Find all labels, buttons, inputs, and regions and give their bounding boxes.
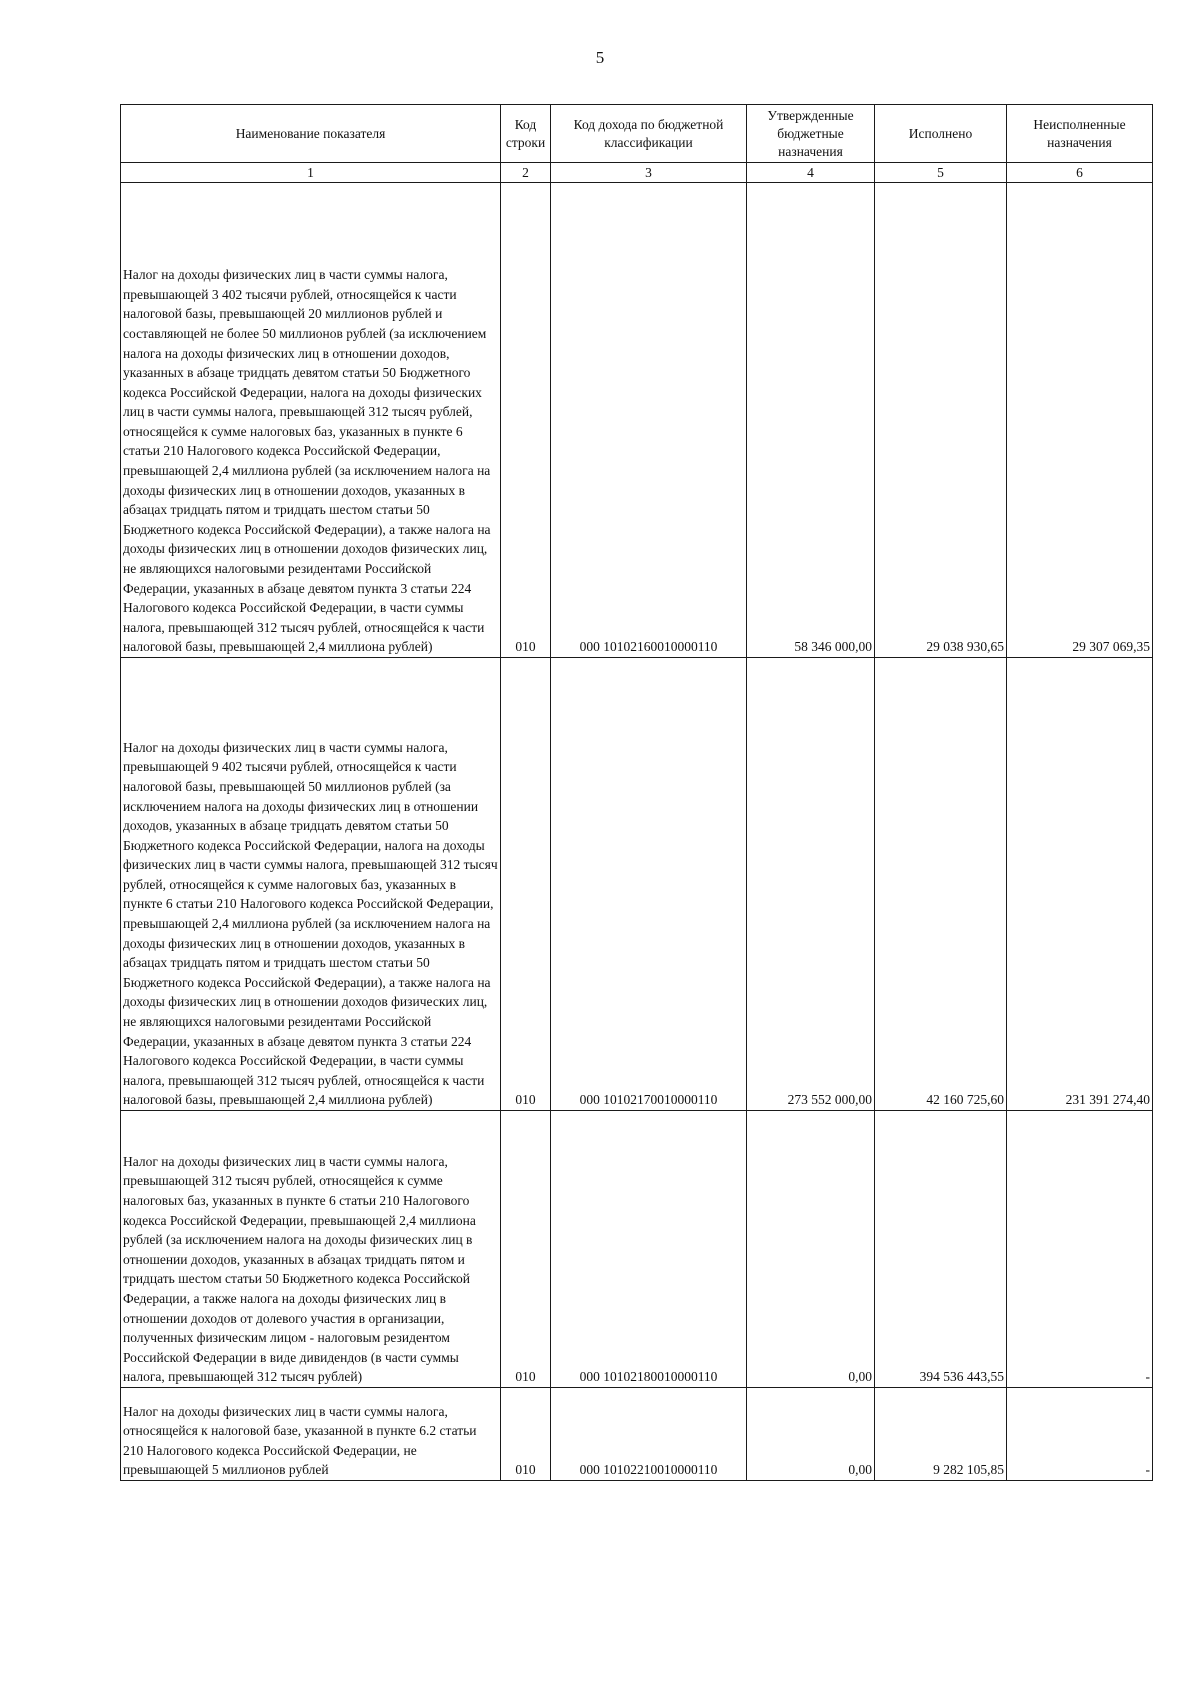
unexecuted-amount: - [1007, 1388, 1153, 1481]
header-indicator-name: Наименование показателя [121, 105, 501, 163]
table-row [121, 658, 1153, 1111]
budget-code: 000 10102160010000110 [551, 183, 747, 658]
header-executed: Исполнено [875, 105, 1007, 163]
header-line-code: Код строки [501, 105, 551, 163]
indicator-name: Налог на доходы физических лиц в части суммы налога, превышающей 312 тысяч рублей, относящейся к сумме налоговых баз, указанных в пункте 6 статьи 210 Налогового кодекса Российской Федерации, превышающей 2,4 миллиона рублей (за исключением налога на доходы физических лиц в отношении доходов, указанных в абзацах тридцать пятом и тридцать шестом статьи 50 Бюджетного кодекса Российской Федерации, а также налога на доходы физических лиц в отношении доходов от долевого участия в организации, полученных физическим лицом - налоговым резидентом Российской Федерации в виде дивидендов (в части суммы налога, превышающей 312 тысяч рублей) [121, 1111, 501, 1388]
header-unexecuted: Неисполненные назначения [1007, 105, 1153, 163]
approved-amount: 273 552 000,00 [747, 658, 875, 1111]
column-number: 6 [1007, 163, 1153, 183]
indicator-name: Налог на доходы физических лиц в части суммы налога, превышающей 9 402 тысячи рублей, относящейся к части налоговой базы, превышающей 50 миллионов рублей (за исключением налога на доходы физических лиц в отношении доходов, указанных в абзаце тридцать девятом статьи 50 Бюджетного кодекса Российской Федерации, налога на доходы физических лиц в части суммы налога, превышающей 312 тысяч рублей, относящейся к сумме налоговых баз, указанных в пункте 6 статьи 210 Налогового кодекса Российской Федерации, превышающей 2,4 миллиона рублей (за исключением налога на доходы физических лиц в отношении доходов, указанных в абзацах тридцать пятом и тридцать шестом статьи 50 Бюджетного кодекса Российской Федерации), а также налога на доходы физических лиц в отношении доходов физических лиц, не являющихся налоговыми резидентами Российской Федерации, указанных в абзаце девятом пункта 3 статьи 224 Налогового кодекса Российской Федерации, в части суммы налога, превышающей 312 тысяч рублей, относящейся к части налоговой базы, превышающей 2,4 миллиона рублей) [121, 658, 501, 1111]
indicator-name: Налог на доходы физических лиц в части суммы налога, превышающей 3 402 тысячи рублей, относящейся к части налоговой базы, превышающей 20 миллионов рублей и составляющей не более 50 миллионов рублей (за исключением налога на доходы физических лиц в отношении доходов, указанных в абзаце тридцать девятом статьи 50 Бюджетного кодекса Российской Федерации, налога на доходы физических лиц в части суммы налога, превышающей 312 тысяч рублей, относящейся к сумме налоговых баз, указанных в пункте 6 статьи 210 Налогового кодекса Российской Федерации, превышающей 2,4 миллиона рублей (за исключением налога на доходы физических лиц в отношении доходов, указанных в абзацах тридцать пятом и тридцать шестом статьи 50 Бюджетного кодекса Российской Федерации), а также налога на доходы физических лиц в отношении доходов физических лиц, не являющихся налоговыми резидентами Российской Федерации, указанных в абзаце девятом пункта 3 статьи 224 Налогового кодекса Российской Федерации, в части суммы налога, превышающей 312 тысяч рублей, относящейся к части налоговой базы, превышающей 2,4 миллиона рублей) [121, 183, 501, 658]
unexecuted-amount: 231 391 274,40 [1007, 658, 1153, 1111]
approved-amount: 0,00 [747, 1388, 875, 1481]
column-number: 1 [121, 163, 501, 183]
line-code: 010 [501, 1111, 551, 1388]
line-code: 010 [501, 183, 551, 658]
header-approved: Утвержденные бюджетные назначения [747, 105, 875, 163]
page-number: 5 [595, 48, 605, 67]
budget-code: 000 10102180010000110 [551, 1111, 747, 1388]
indicator-name: Налог на доходы физических лиц в части суммы налога, относящейся к налоговой базе, указанной в пункте 6.2 статьи 210 Налогового кодекса Российской Федерации, не превышающей 5 миллионов рублей [121, 1388, 501, 1481]
unexecuted-amount: 29 307 069,35 [1007, 183, 1153, 658]
budget-execution-table [120, 104, 1153, 1481]
budget-code: 000 10102210010000110 [551, 1388, 747, 1481]
table-row [121, 183, 1153, 658]
column-number-row [121, 163, 1153, 183]
unexecuted-amount: - [1007, 1111, 1153, 1388]
budget-code: 000 10102170010000110 [551, 658, 747, 1111]
line-code: 010 [501, 1388, 551, 1481]
column-number: 4 [747, 163, 875, 183]
column-number: 5 [875, 163, 1007, 183]
executed-amount: 29 038 930,65 [875, 183, 1007, 658]
approved-amount: 58 346 000,00 [747, 183, 875, 658]
column-number: 2 [501, 163, 551, 183]
executed-amount: 42 160 725,60 [875, 658, 1007, 1111]
table-header-row [121, 105, 1153, 163]
approved-amount: 0,00 [747, 1111, 875, 1388]
column-number: 3 [551, 163, 747, 183]
line-code: 010 [501, 658, 551, 1111]
executed-amount: 394 536 443,55 [875, 1111, 1007, 1388]
table-row [121, 1388, 1153, 1481]
header-budget-code: Код дохода по бюджетной классификации [551, 105, 747, 163]
executed-amount: 9 282 105,85 [875, 1388, 1007, 1481]
table-row [121, 1111, 1153, 1388]
